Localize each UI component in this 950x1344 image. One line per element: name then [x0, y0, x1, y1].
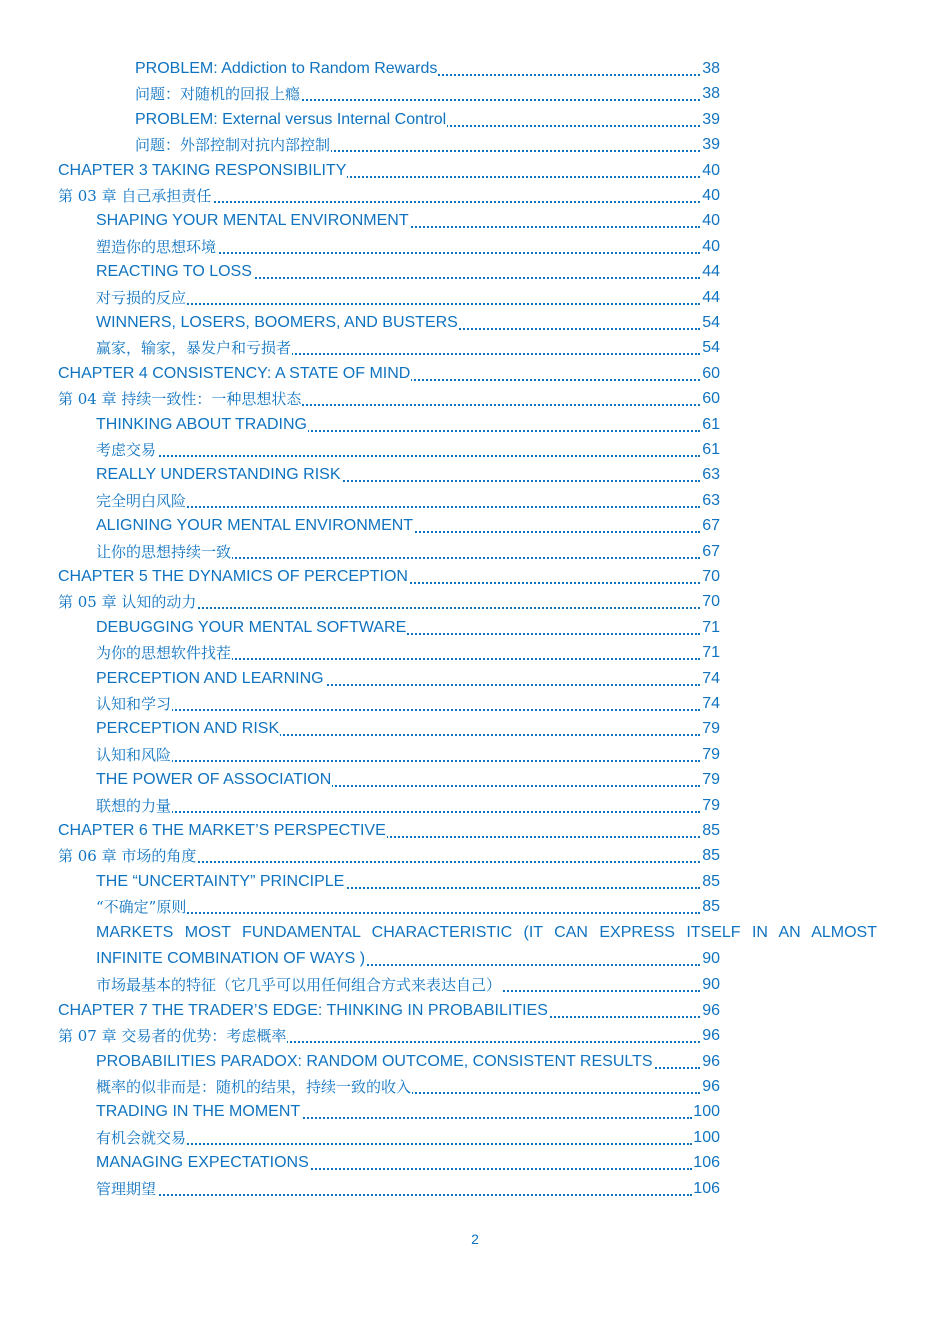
toc-page-number: 39: [701, 134, 720, 156]
toc-section-entry[interactable]: [135, 109, 720, 131]
toc-section-entry[interactable]: [96, 744, 720, 766]
toc-section-entry[interactable]: [96, 312, 720, 334]
toc-entry-title: 联想的力量: [96, 797, 172, 815]
toc-section-entry[interactable]: [96, 541, 720, 563]
toc-entry-title: THE POWER OF ASSOCIATION: [96, 771, 332, 788]
toc-entry-title: PROBLEM: Addiction to Random Rewards: [135, 60, 438, 77]
toc-section-entry[interactable]: [96, 896, 720, 918]
toc-entry-title: CHAPTER 5 THE DYNAMICS OF PERCEPTION: [58, 568, 408, 585]
toc-entry-title: 对亏损的反应: [96, 289, 187, 307]
toc-entry-title: PROBABILITIES PARADOX: RANDOM OUTCOME, CONSISTENT RESULTS: [96, 1053, 653, 1070]
dot-leader: [96, 760, 700, 762]
toc-page-number: 38: [701, 58, 720, 80]
toc-section-entry[interactable]: [96, 1178, 720, 1200]
toc-page-number: 106: [692, 1152, 720, 1174]
toc-section-entry[interactable]: [96, 642, 720, 664]
toc-entry-title: CHAPTER 7 THE TRADER’S EDGE: THINKING IN PROBABILITIES: [58, 1002, 548, 1019]
toc-page-number: 40: [701, 160, 720, 182]
toc-section-entry[interactable]: [96, 414, 720, 436]
toc-entry-title: 概率的似非而是：随机的结果，持续一致的收入: [96, 1078, 412, 1096]
toc-section-entry[interactable]: [96, 718, 720, 740]
toc-section-entry[interactable]: [96, 668, 720, 690]
toc-page-number: 67: [701, 515, 720, 537]
toc-page-number: 79: [701, 795, 720, 817]
toc-page-number: 40: [701, 210, 720, 232]
toc-section-entry[interactable]: [96, 236, 720, 258]
toc-section-entry[interactable]: [96, 922, 877, 970]
toc-page-number: 106: [692, 1178, 720, 1200]
toc-chapter-entry[interactable]: [58, 1025, 720, 1047]
toc-section-entry[interactable]: [135, 134, 720, 156]
dot-leader: [96, 1194, 692, 1196]
toc-page-number: 71: [701, 617, 720, 639]
toc-entry-title: PERCEPTION AND LEARNING: [96, 670, 324, 687]
toc-entry-title: TRADING IN THE MOMENT: [96, 1103, 301, 1120]
toc-entry-title: 完全明白风险: [96, 492, 187, 510]
toc-page-number: 85: [701, 871, 720, 893]
toc-entry-title: 为你的思想软件找茬: [96, 644, 232, 662]
toc-entry-title: SHAPING YOUR MENTAL ENVIRONMENT: [96, 212, 409, 229]
toc-entry-title: 让你的思想持续一致: [96, 543, 232, 561]
toc-entry-title-continued: INFINITE COMBINATION OF WAYS ): [96, 950, 366, 967]
toc-section-entry[interactable]: [96, 464, 720, 486]
toc-page-number: 44: [701, 287, 720, 309]
toc-page-number: 79: [701, 718, 720, 740]
toc-page-number: 79: [701, 744, 720, 766]
toc-entry-title: THINKING ABOUT TRADING: [96, 416, 307, 433]
toc-entry-title: WINNERS, LOSERS, BOOMERS, AND BUSTERS: [96, 314, 458, 331]
toc-chapter-entry[interactable]: [58, 160, 720, 182]
page-number: 2: [471, 1231, 479, 1247]
toc-entry-title: 有机会就交易: [96, 1129, 187, 1147]
dot-leader: [96, 709, 700, 711]
toc-section-entry[interactable]: [96, 974, 720, 996]
toc-section-entry[interactable]: [96, 769, 720, 791]
toc-page-number: 60: [701, 363, 720, 385]
toc-page-number: 100: [692, 1101, 720, 1123]
toc-page-number: 54: [701, 312, 720, 334]
toc-section-entry[interactable]: [96, 617, 720, 639]
toc-page-number: 40: [701, 185, 720, 207]
toc-page-number: 90: [701, 948, 720, 970]
toc-page-number: 85: [701, 820, 720, 842]
toc-page-number: 96: [701, 1025, 720, 1047]
toc-page-number: 61: [701, 439, 720, 461]
dot-leader: [96, 811, 700, 813]
toc-section-entry[interactable]: [96, 1152, 720, 1174]
toc-page-number: 63: [701, 464, 720, 486]
toc-entry-title: PERCEPTION AND RISK: [96, 720, 280, 737]
toc-section-entry[interactable]: [96, 337, 720, 359]
toc-page-number: 70: [701, 591, 720, 613]
toc-chapter-entry[interactable]: [58, 845, 720, 867]
toc-entry-title: DEBUGGING YOUR MENTAL SOFTWARE: [96, 619, 407, 636]
toc-entry-title: 赢家，输家，暴发户和亏损者: [96, 339, 292, 357]
toc-page-number: 96: [701, 1051, 720, 1073]
toc-section-entry[interactable]: [135, 58, 720, 80]
toc-chapter-entry[interactable]: [58, 388, 720, 410]
toc-section-entry[interactable]: [96, 439, 720, 461]
toc-page-number: 39: [701, 109, 720, 131]
toc-chapter-entry[interactable]: [58, 1000, 720, 1022]
toc-entry-title: 问题：对随机的回报上瘾: [135, 85, 301, 103]
toc-page-number: 96: [701, 1076, 720, 1098]
toc-page-number: 96: [701, 1000, 720, 1022]
toc-entry-title: 塑造你的思想环境: [96, 238, 217, 256]
toc-entry-title: 管理期望: [96, 1180, 157, 1198]
toc-chapter-entry[interactable]: [58, 591, 720, 613]
toc-entry-title: 第 07 章 交易者的优势：考虑概率: [58, 1027, 287, 1045]
toc-page-number: 67: [701, 541, 720, 563]
dot-leader: [96, 455, 700, 457]
toc-section-entry[interactable]: [96, 490, 720, 512]
toc-entry-title: REALLY UNDERSTANDING RISK: [96, 466, 341, 483]
toc-section-entry[interactable]: [96, 210, 720, 232]
toc-section-entry[interactable]: [96, 1076, 720, 1098]
toc-page-number: 38: [701, 83, 720, 105]
toc-section-entry[interactable]: [96, 871, 720, 893]
toc-section-entry[interactable]: [96, 261, 720, 283]
toc-chapter-entry[interactable]: [58, 820, 720, 842]
toc-entry-title: “不确定”原则: [96, 898, 187, 916]
toc-page-number: 100: [692, 1127, 720, 1149]
toc-chapter-entry[interactable]: [58, 566, 720, 588]
toc-page-number: 40: [701, 236, 720, 258]
toc-page-number: 44: [701, 261, 720, 283]
toc-entry-title: MARKETS MOST FUNDAMENTAL CHARACTERISTIC (IT CAN EXPRESS ITSELF IN AN ALMOST: [96, 924, 877, 941]
toc-page-number: 60: [701, 388, 720, 410]
toc-section-entry[interactable]: [96, 795, 720, 817]
toc-page-number: 85: [701, 845, 720, 867]
toc-entry-title: CHAPTER 4 CONSISTENCY: A STATE OF MIND: [58, 365, 411, 382]
toc-entry-title: PROBLEM: External versus Internal Control: [135, 111, 447, 128]
toc-chapter-entry[interactable]: [58, 185, 720, 207]
toc-section-entry[interactable]: [96, 1051, 720, 1073]
toc-page-number: 71: [701, 642, 720, 664]
toc-entry-title: REACTING TO LOSS: [96, 263, 252, 280]
toc-entry-title: CHAPTER 6 THE MARKET’S PERSPECTIVE: [58, 822, 386, 839]
toc-entry-title: MANAGING EXPECTATIONS: [96, 1154, 309, 1171]
toc-entry-title: 第 05 章 认知的动力: [58, 593, 197, 611]
toc-section-entry[interactable]: [135, 83, 720, 105]
toc-page-number: 85: [701, 896, 720, 918]
toc-page-number: 70: [701, 566, 720, 588]
toc-page-number: 90: [701, 974, 720, 996]
toc-entry-title: ALIGNING YOUR MENTAL ENVIRONMENT: [96, 517, 414, 534]
toc-section-entry[interactable]: [96, 287, 720, 309]
toc-entry-title: 第 04 章 持续一致性：一种思想状态: [58, 390, 302, 408]
toc-section-entry[interactable]: [96, 1127, 720, 1149]
toc-entry-title: 问题：外部控制对抗内部控制: [135, 136, 331, 154]
toc-page-number: 74: [701, 693, 720, 715]
toc-page-number: 54: [701, 337, 720, 359]
toc-entry-title: 认知和风险: [96, 746, 172, 764]
toc-entry-title: THE “UNCERTAINTY” PRINCIPLE: [96, 873, 345, 890]
toc-entry-title: 第 06 章 市场的角度: [58, 847, 197, 865]
toc-entry-title: 第 03 章 自己承担责任: [58, 187, 212, 205]
toc-page-number: 61: [701, 414, 720, 436]
toc-page-number: 63: [701, 490, 720, 512]
toc-section-entry[interactable]: [96, 693, 720, 715]
toc-page-number: 74: [701, 668, 720, 690]
toc-chapter-entry[interactable]: [58, 363, 720, 385]
toc-section-entry[interactable]: [96, 1101, 720, 1123]
toc-entry-title: 市场最基本的特征（它几乎可以用任何组合方式来表达自己）: [96, 976, 502, 994]
toc-page-number: 79: [701, 769, 720, 791]
toc-entry-title: 考虑交易: [96, 441, 157, 459]
toc-section-entry[interactable]: [96, 515, 720, 537]
toc-entry-title: 认知和学习: [96, 695, 172, 713]
toc-entry-title: CHAPTER 3 TAKING RESPONSIBILITY: [58, 162, 347, 179]
